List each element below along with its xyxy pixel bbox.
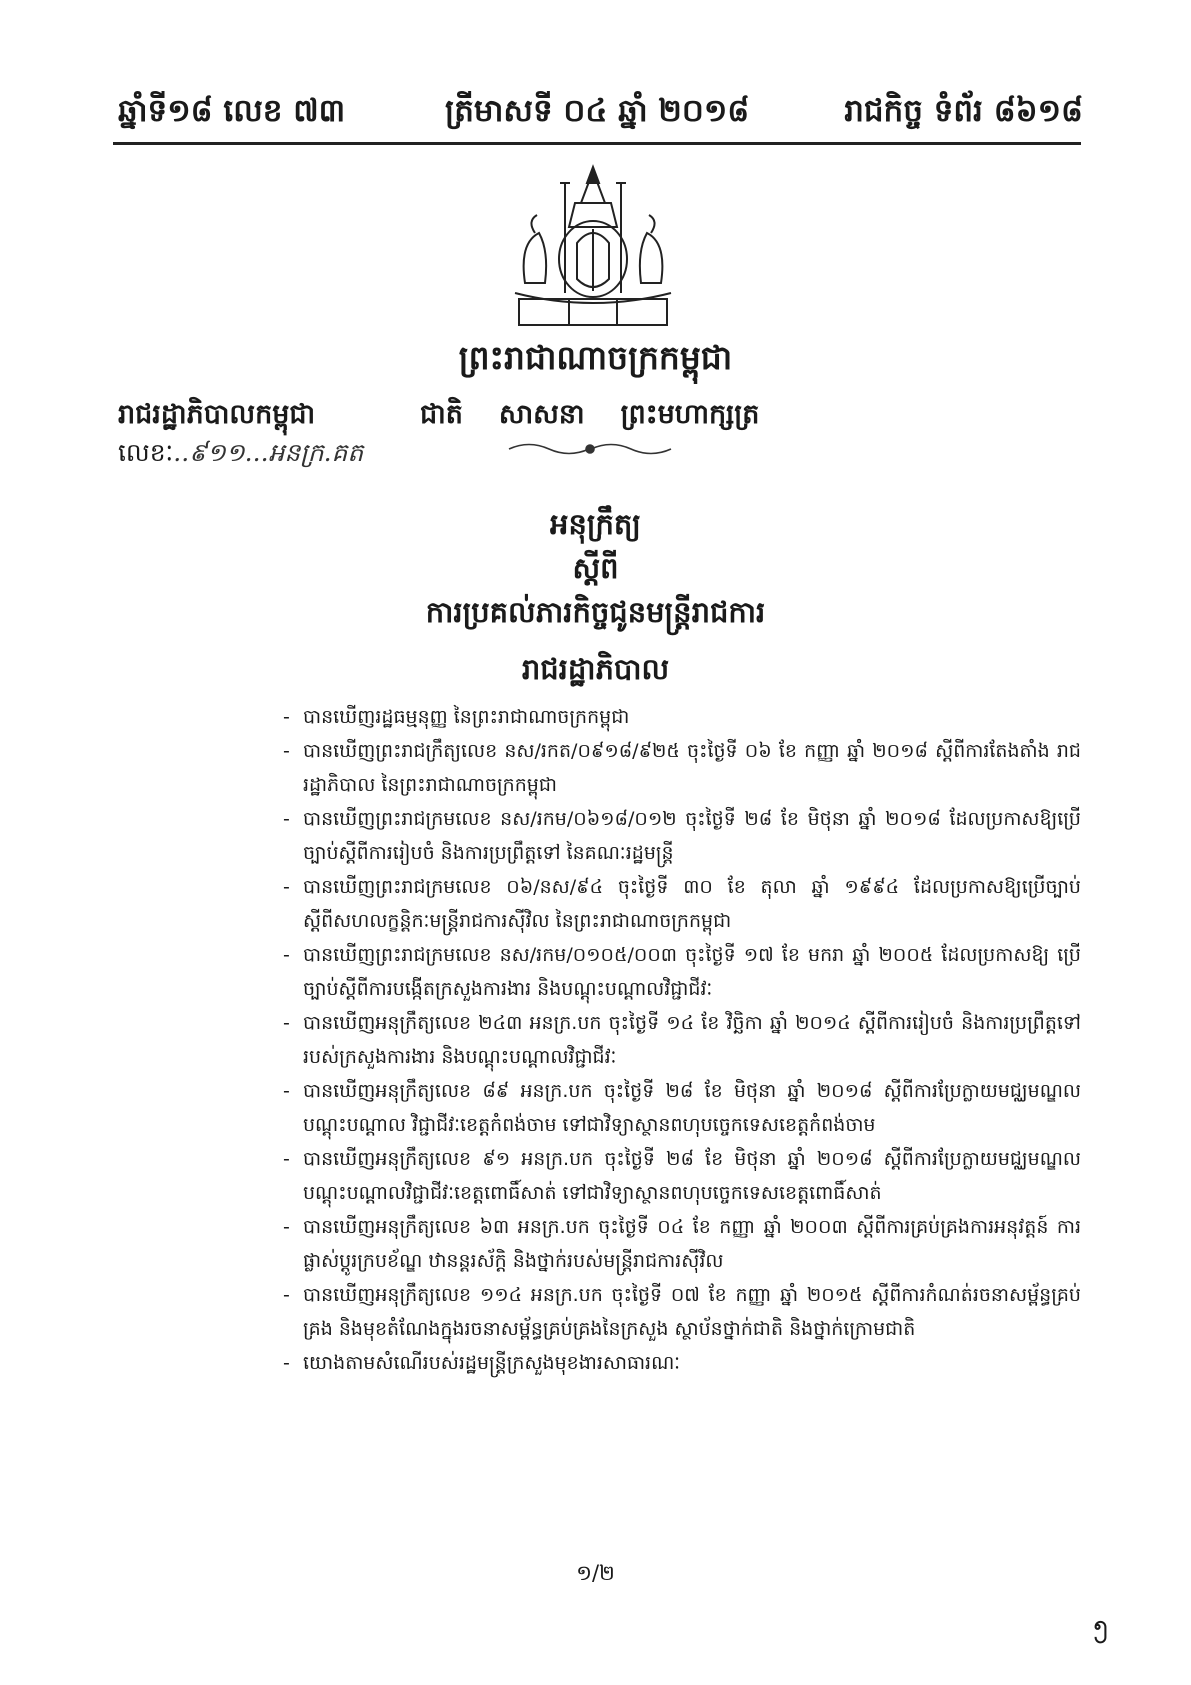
page-number: ១/២ <box>576 1561 615 1585</box>
list-item: - បានឃើញអនុក្រឹត្យលេខ ៨៩ អនក្រ.បក ចុះថ្ងៃទី ២៨ ខែ មិថុនា ឆ្នាំ ២០១៨ ស្ដីពីការប្រែក្លាយមជ្ឈមណ្ឌល បណ្ដុះបណ្ដាល វិជ្ជាជីវៈខេត្តកំពង់ចាម ទៅជាវិទ្យាស្ថានពហុបច្ចេកទេសខេត្តកំពង់ចាម <box>283 1080 1081 1136</box>
list-item: - បានឃើញអនុក្រឹត្យលេខ ២៤៣ អនក្រ.បក ចុះថ្ងៃទី ១៤ ខែ វិច្ឆិកា ឆ្នាំ ២០១៤ ស្ដីពីការរៀបចំ និងការប្រព្រឹត្តទៅ របស់ក្រសួងការងារ និងបណ្ដុះបណ្ដាលវិជ្ជាជីវៈ <box>283 1012 1081 1068</box>
decree-on: ស្ដីពី <box>572 551 619 585</box>
corner-mark: ၅ <box>1093 1610 1107 1638</box>
list-item: - បានឃើញព្រះរាជក្រមលេខ ០៦/នស/៩៤ ចុះថ្ងៃទី ៣០ ខែ តុលា ឆ្នាំ ១៩៩៤ ដែលប្រកាសឱ្យប្រើច្បាប់ ស្ដីពីសហលក្ខន្តិកៈមន្ត្រីរាជការស៊ីវិល នៃព្រះរាជាណាចក្រកម្ពុជា <box>283 876 1081 932</box>
header-rule <box>113 142 1081 145</box>
header-quarter: ត្រីមាសទី ០៤ ឆ្នាំ ២០១៨ <box>445 93 750 129</box>
ornament-divider-icon <box>505 440 675 458</box>
list-item: - បានឃើញអនុក្រឹត្យលេខ ៦៣ អនក្រ.បក ចុះថ្ងៃទី ០៤ ខែ កញ្ញា ឆ្នាំ ២០០៣ ស្ដីពីការគ្រប់គ្រងការអនុវត្តន៍ ការផ្លាស់ប្ដូរក្របខ័ណ្ឌ ឋានន្តរស័ក្ដិ និងថ្នាក់របស់មន្ត្រីរាជការស៊ីវិល <box>283 1216 1081 1272</box>
kingdom-name: ព្រះរាជាណាចក្រកម្ពុជា <box>458 338 733 377</box>
header-issue: ឆ្នាំទី១៨ លេខ ៧៣ <box>118 93 346 129</box>
document-number <box>118 438 363 474</box>
list-item: - បានឃើញអនុក្រឹត្យលេខ ១១៤ អនក្រ.បក ចុះថ្ងៃទី ០៧ ខែ កញ្ញា ឆ្នាំ ២០១៥ ស្ដីពីការកំណត់រចនាសម្ព័ន្ធគ្រប់គ្រង និងមុខតំណែងក្នុងរចនាសម្ព័ន្ធគ្រប់គ្រងនៃក្រសួង ស្ថាប័នថ្នាក់ជាតិ និងថ្នាក់ក្រោមជាតិ <box>283 1284 1081 1340</box>
motto-nation: ជាតិ <box>420 399 463 430</box>
document-number-prefix: លេខៈ <box>118 438 174 467</box>
list-item: - បានឃើញព្រះរាជក្រមលេខ នស/រកម/០៦១៨/០១២ ចុះថ្ងៃទី ២៨ ខែ មិថុនា ឆ្នាំ ២០១៨ ដែលប្រកាសឱ្យប្រើ ច្បាប់ស្ដីពីការរៀបចំ និងការប្រព្រឹត្តទៅ នៃគណៈរដ្ឋមន្ត្រី <box>283 808 1081 864</box>
decree-subject: ការប្រគល់ភារកិច្ចជូនមន្ត្រីរាជការ <box>425 595 766 629</box>
decree-type: អនុក្រឹត្យ <box>550 507 641 541</box>
list-item: - បានឃើញព្រះរាជក្រមលេខ នស/រកម/០១០៥/០០៣ ចុះថ្ងៃទី ១៧ ខែ មករា ឆ្នាំ ២០០៥ ដែលប្រកាសឱ្យ ប្រើច្បាប់ស្ដីពីការបង្កើតក្រសួងការងារ និងបណ្ដុះបណ្ដាលវិជ្ជាជីវៈ <box>283 944 1081 1000</box>
list-item: - យោងតាមសំណើរបស់រដ្ឋមន្ត្រីក្រសួងមុខងារសាធារណៈ <box>283 1352 681 1374</box>
issuing-authority: រាជរដ្ឋាភិបាល <box>521 652 670 686</box>
legal-references <box>283 700 1081 1380</box>
government-name: រាជរដ្ឋាភិបាលកម្ពុជា <box>118 399 316 430</box>
national-motto <box>420 398 795 437</box>
header-page: រាជកិច្ច ទំព័រ ៨៦១៨ <box>844 93 1083 129</box>
motto-king: ព្រះមហាក្សត្រ <box>620 399 760 430</box>
list-item: - បានឃើញអនុក្រឹត្យលេខ ៩១ អនក្រ.បក ចុះថ្ងៃទី ២៨ ខែ មិថុនា ឆ្នាំ ២០១៨ ស្ដីពីការប្រែក្លាយមជ្ឈមណ្ឌល បណ្ដុះបណ្ដាលវិជ្ជាជីវៈខេត្តពោធិ៍សាត់ ទៅជាវិទ្យាស្ថានពហុបច្ចេកទេសខេត្តពោធិ៍សាត់ <box>283 1148 1081 1204</box>
list-item: - បានឃើញរដ្ឋធម្មនុញ្ញ នៃព្រះរាជាណាចក្រកម្ពុជា <box>283 706 630 728</box>
royal-coat-of-arms-icon <box>505 163 681 330</box>
document-number-handwritten: ..៩១១...អនក្រ.គត <box>173 438 364 467</box>
list-item: - បានឃើញព្រះរាជក្រឹត្យលេខ នស/រកត/០៩១៨/៩២៥ ចុះថ្ងៃទី ០៦ ខែ កញ្ញា ឆ្នាំ ២០១៨ ស្ដីពីការតែងតាំង រាជរដ្ឋាភិបាល នៃព្រះរាជាណាចក្រកម្ពុជា <box>283 740 1081 796</box>
motto-religion: សាសនា <box>498 399 585 430</box>
